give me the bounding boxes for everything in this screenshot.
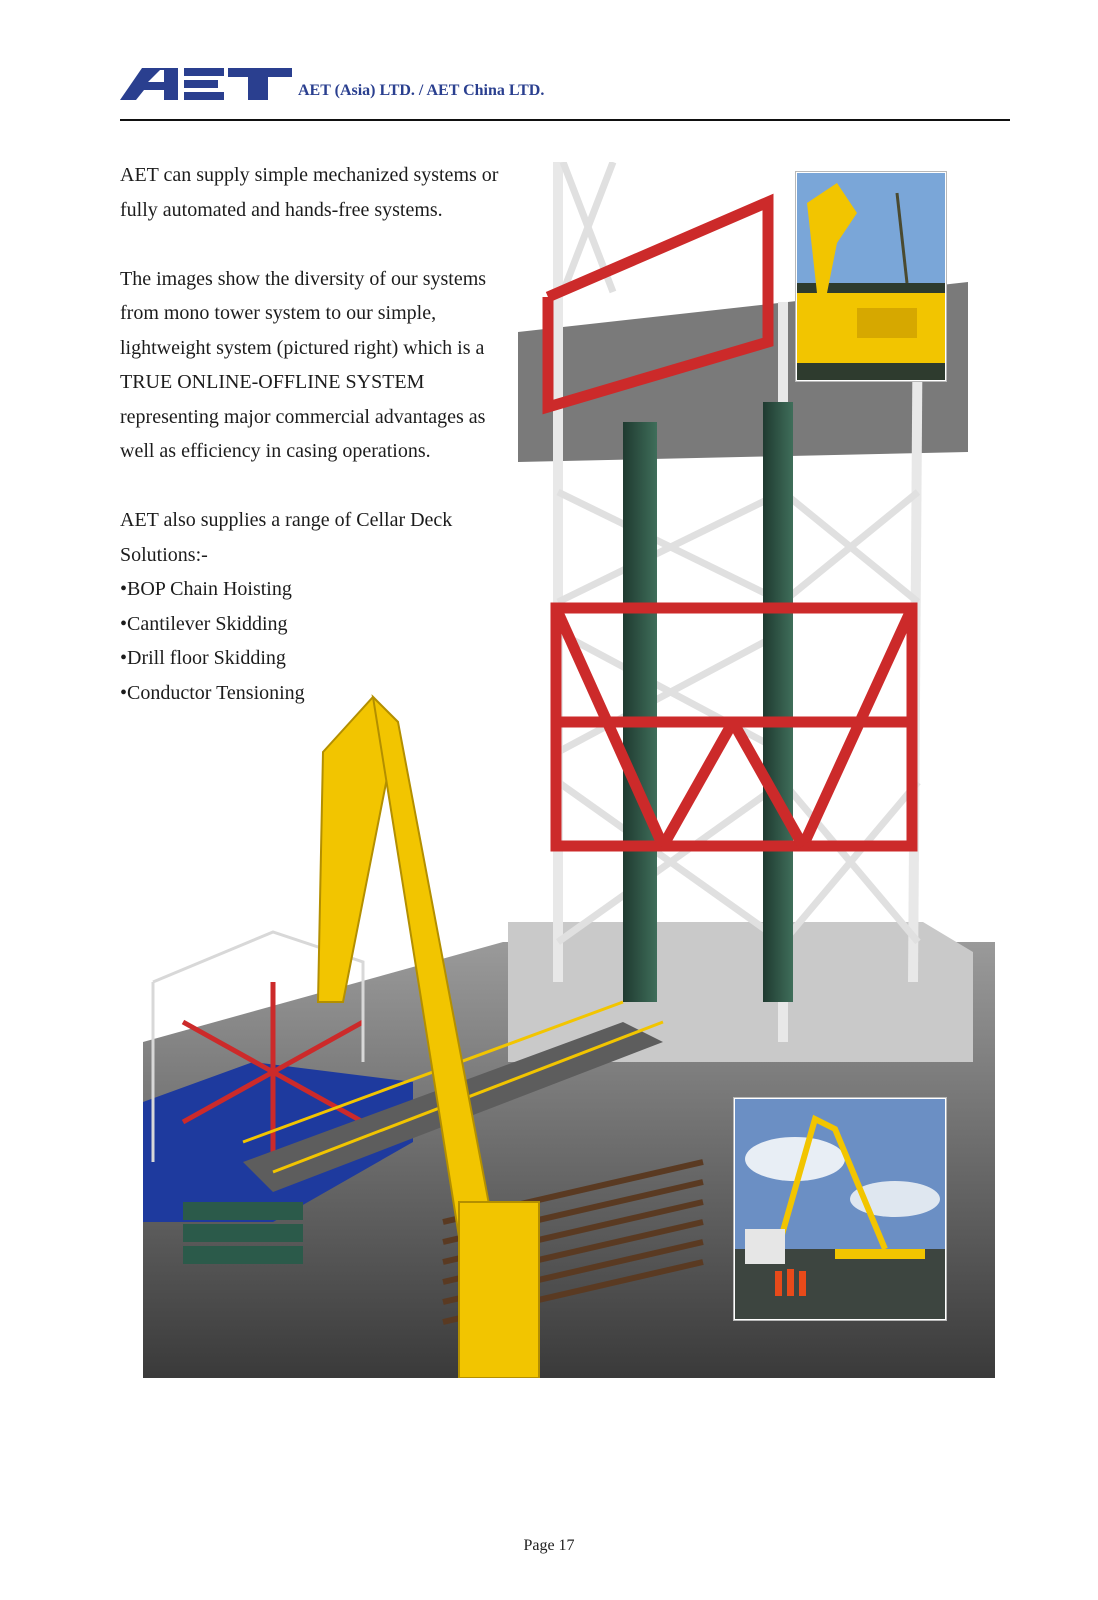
list-item: • Cantilever Skidding (120, 607, 520, 642)
list-item: • Drill floor Skidding (120, 641, 520, 676)
cellar-deck-intro: AET also supplies a range of Cellar Deck Solutions:- (120, 509, 453, 566)
list-item: • Conductor Tensioning (120, 676, 520, 711)
diversity-paragraph: The images show the diversity of our systems from mono tower system to our simple, lightweight system (pictured right) which is a TRUE ONLINE-OFFLINE SYSTEM representing major commercial advantages as well as efficiency in casing operations. (120, 267, 487, 462)
inset-photo-top (796, 172, 946, 381)
header-divider (120, 119, 1010, 121)
cellar-deck-list (120, 572, 520, 710)
intro-paragraph: AET can supply simple mechanized systems or fully automated and hands-free systems. (120, 164, 499, 221)
inset-photo-bottom (734, 1098, 946, 1320)
company-name: AET (Asia) LTD. / AET China LTD. (298, 82, 545, 99)
page-number: Page 17 (523, 1537, 575, 1554)
list-item: • BOP Chain Hoisting (120, 572, 520, 607)
aet-logo (120, 66, 292, 107)
page-header (120, 60, 1010, 124)
body-text (120, 158, 520, 710)
